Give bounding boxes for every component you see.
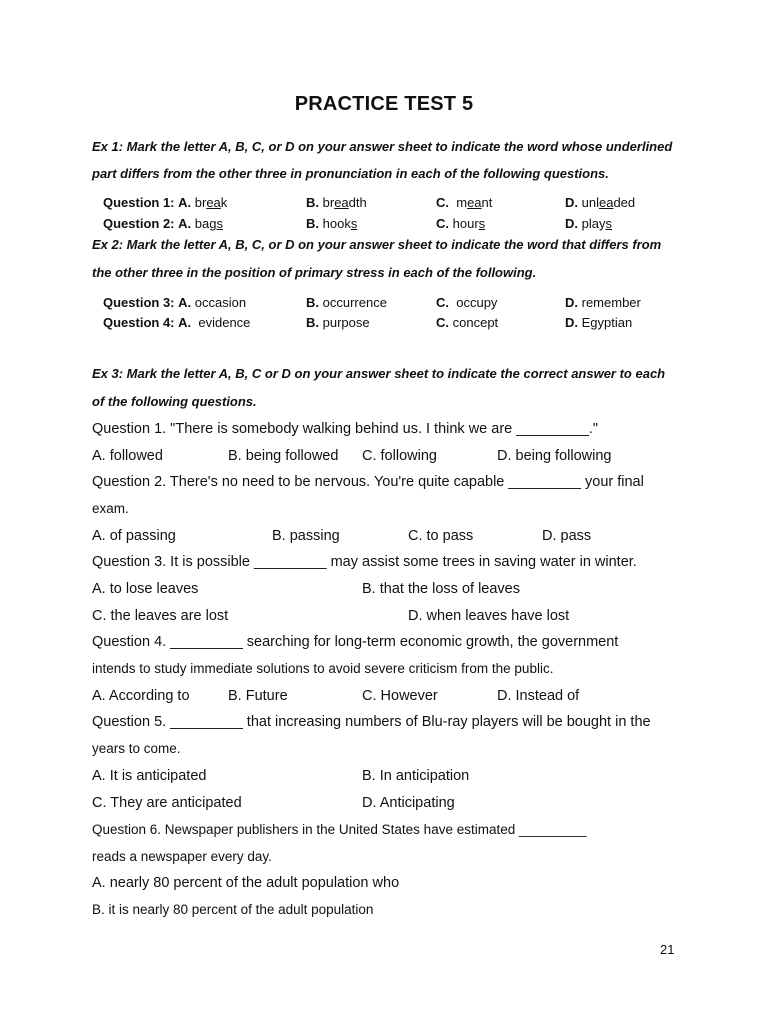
option-letter: A. [178,295,192,310]
ex3-q2-option-b: B. passing [272,528,340,544]
option-letter: C. [436,216,449,231]
ex3-q1-option-d: D. being following [497,448,612,464]
option-letter: D. [565,216,578,231]
word-part: play [581,216,606,231]
option-text: occupy [456,295,498,310]
page-number: 21 [660,942,675,957]
underlined-part: ea [598,195,614,210]
option-text: remember [581,295,641,310]
word-part: br [194,195,207,210]
option-text: concept [452,315,499,330]
ex3-q4-option-c: C. However [362,688,438,704]
option-letter: B. [306,216,319,231]
option-letter: B. [306,195,319,210]
option-text: Egyptian [581,315,633,330]
ex3-q5-text: Question 5. _________ that increasing numbers of Blu-ray players will be bought in the [92,714,651,730]
ex3-q5-option-a: A. It is anticipated [92,768,207,784]
word-part: nt [481,195,493,210]
word-part: k [220,195,228,210]
word-part: dth [348,195,367,210]
ex3-q1-option-a: A. followed [92,448,163,464]
ex3-q3-option-b: B. that the loss of leaves [362,581,520,597]
ex3-q2-option-a: A. of passing [92,528,176,544]
ex3-q3-option-c: C. the leaves are lost [92,608,229,624]
ex3-q5-text-cont: years to come. [92,741,181,756]
page-title: PRACTICE TEST 5 [294,93,474,115]
question-label: Question 1: [103,195,175,210]
option-letter: C. [436,315,449,330]
word-part: hook [322,216,351,231]
option-letter: D. [565,315,578,330]
question-label: Question 4: [103,315,175,330]
option-letter: C. [436,195,449,210]
ex3-q1-option-c: C. following [362,448,437,464]
ex1-instruction-line1: Ex 1: Mark the letter A, B, C, or D on your answer sheet to indicate the word whose underlined [92,139,673,154]
option-text: purpose [322,315,370,330]
ex3-instruction-line2: of the following questions. [92,394,257,409]
ex3-instruction-line1: Ex 3: Mark the letter A, B, C or D on your answer sheet to indicate the correct answer to each [92,366,666,381]
ex3-q2-text-cont: exam. [92,501,129,516]
ex1-instruction-line2: part differs from the other three in pronunciation in each of the following questions. [92,166,609,181]
ex3-q5-option-d: D. Anticipating [362,795,455,811]
ex3-q2-option-c: C. to pass [408,528,474,544]
option-text: occurrence [322,295,387,310]
question-label: Question 3: [103,295,175,310]
ex3-q4-option-a: A. According to [92,688,190,704]
ex3-q6-text-cont: reads a newspaper every day. [92,849,272,864]
word-part: bag [194,216,217,231]
option-letter: B. [306,295,319,310]
ex3-q1-option-b: B. being followed [228,448,339,464]
option-letter: B. [306,315,319,330]
option-letter: D. [565,295,578,310]
ex3-q2-text: Question 2. There's no need to be nervous. You're quite capable _________ your final [92,474,644,490]
ex3-q4-text: Question 4. _________ searching for long-term economic growth, the government [92,634,619,650]
underlined-part: s [350,216,358,231]
option-text: evidence [198,315,251,330]
ex3-q3-text: Question 3. It is possible _________ may assist some trees in saving water in winter. [92,554,637,570]
underlined-part: s [216,216,223,231]
ex2-instruction-line2: the other three in the position of primary stress in each of the following. [92,265,537,280]
underlined-part: ea [467,195,482,210]
option-letter: A. [178,216,192,231]
ex3-q3-option-a: A. to lose leaves [92,581,199,597]
word-part: m [456,195,468,210]
ex3-q5-option-b: B. In anticipation [362,768,470,784]
ex3-q4-option-d: D. Instead of [497,688,580,704]
ex2-instruction-line1: Ex 2: Mark the letter A, B, C, or D on your answer sheet to indicate the word that differs from [92,237,662,252]
underlined-part: s [605,216,612,231]
underlined-part: ea [206,195,221,210]
word-part: br [322,195,335,210]
word-part: hour [452,216,479,231]
ex3-q6-text: Question 6. Newspaper publishers in the United States have estimated _________ [92,822,587,837]
ex3-q6-option-a: A. nearly 80 percent of the adult population who [92,875,400,891]
option-letter: A. [178,195,192,210]
option-letter: C. [436,295,449,310]
ex3-q6-option-b: B. it is nearly 80 percent of the adult population [92,902,374,917]
ex3-q4-text-cont: intends to study immediate solutions to avoid severe criticism from the public. [92,661,554,676]
ex3-q4-option-b: B. Future [228,688,288,704]
ex3-q3-option-d: D. when leaves have lost [408,608,570,624]
underlined-part: ea [334,195,349,210]
option-letter: D. [565,195,578,210]
word-part: unl [581,195,599,210]
option-text: occasion [194,295,247,310]
ex3-q5-option-c: C. They are anticipated [92,795,242,811]
ex3-q1-text: Question 1. "There is somebody walking behind us. I think we are _________." [92,421,599,437]
question-label: Question 2: [103,216,175,231]
word-part: ded [613,195,636,210]
underlined-part: s [478,216,486,231]
ex3-q2-option-d: D. pass [542,528,592,544]
option-letter: A. [178,315,192,330]
